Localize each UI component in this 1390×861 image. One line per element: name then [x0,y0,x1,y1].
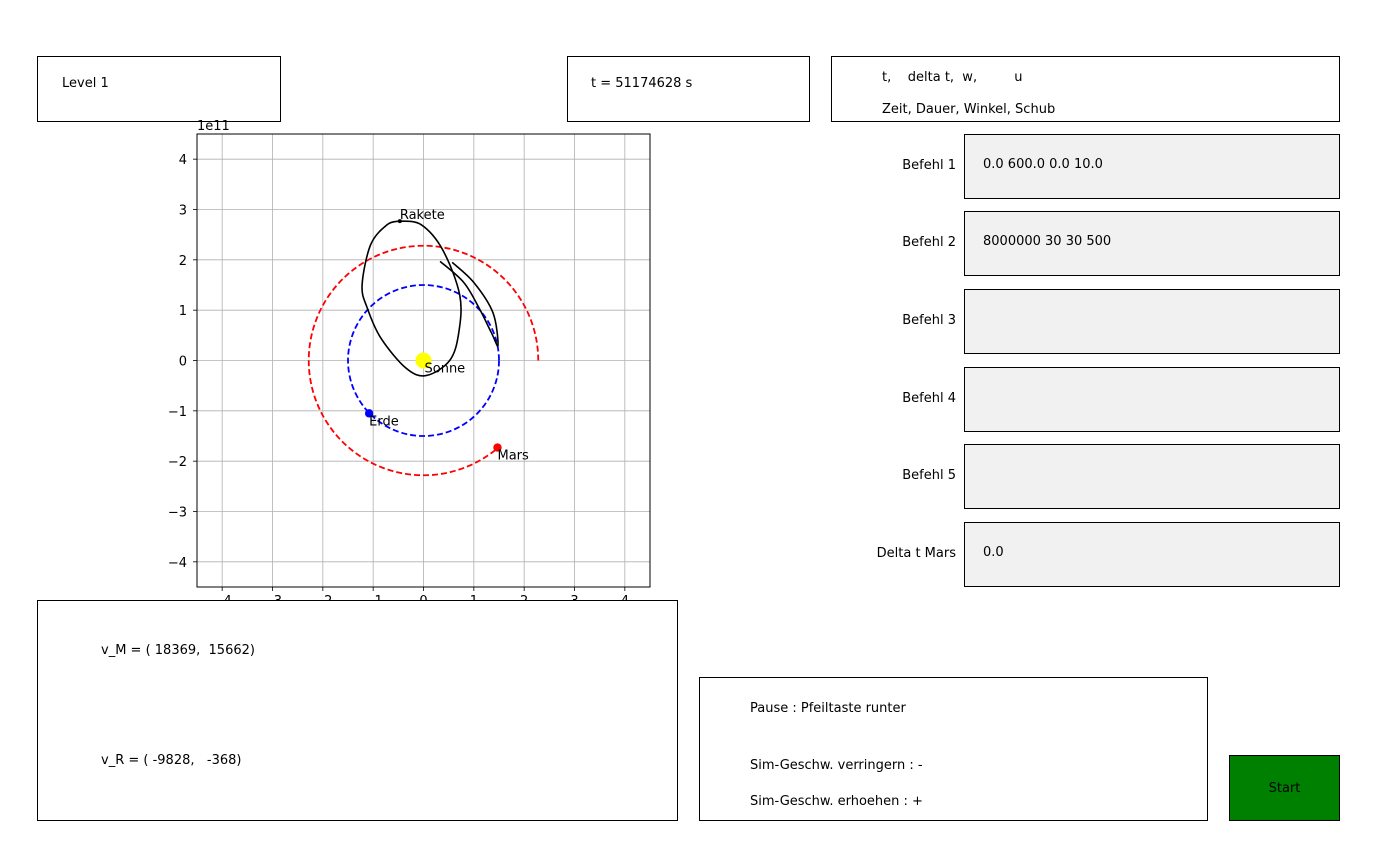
y-tick-label: 1 [178,304,187,320]
sonne-label: Sonne [424,361,466,377]
command-value-1: 0.0 600.0 0.0 10.0 [983,157,1103,172]
command-value-2: 8000000 30 30 500 [983,234,1112,249]
command-input-4[interactable] [964,367,1340,432]
command-label-1: Befehl 1 [902,158,956,173]
help-box [699,677,1208,821]
axis-offset-label: 1e11 [197,119,230,134]
level-text: Level 1 [62,76,109,91]
y-tick-label: 0 [178,354,187,370]
command-label-3: Befehl 3 [902,313,956,328]
command-input-1[interactable] [964,134,1340,199]
y-tick-label: −2 [167,455,187,471]
help-faster-text: Sim-Geschw. erhoehen : + [750,794,923,809]
y-tick-label: 3 [178,203,187,219]
y-tick-label: −1 [167,404,187,420]
command-input-5[interactable] [964,444,1340,509]
mars-label: Mars [497,448,529,464]
y-tick-label: 4 [178,153,187,169]
command-label-2: Befehl 2 [902,235,956,250]
time-text: t = 51174628 s [591,76,693,91]
command-input-3[interactable] [964,289,1340,354]
start-button-label: Start [1268,780,1301,796]
help-slower-text: Sim-Geschw. verringern : - [750,758,923,773]
rocket-transfer-path [440,261,498,346]
command-header-line1: t, delta t, w, u [882,70,1023,85]
y-tick-label: 2 [178,253,187,269]
command-label-4: Befehl 4 [902,391,956,406]
command-label-5: Befehl 5 [902,468,956,483]
start-button[interactable] [1229,755,1340,821]
command-value-6: 0.0 [983,545,1004,560]
erde-label: Erde [369,414,399,430]
rocket-trajectory [362,221,498,376]
rakete-label: Rakete [399,208,445,224]
rocket-velocity-text: v_R = ( -9828, -368) [101,753,242,768]
command-header-line2: Zeit, Dauer, Winkel, Schub [882,102,1056,117]
celestial-bodies [365,208,529,464]
mars-velocity-text: v_M = ( 18369, 15662) [101,643,255,658]
velocity-box [37,600,678,821]
command-input-2[interactable] [964,211,1340,276]
command-input-6[interactable] [964,522,1340,587]
command-label-6: Delta t Mars [876,546,956,561]
y-tick-label: −3 [167,505,187,521]
y-axis-ticks [168,153,197,571]
help-pause-text: Pause : Pfeiltaste runter [750,701,906,716]
rocket-orbit-path [362,221,461,376]
y-tick-label: −4 [167,555,187,571]
